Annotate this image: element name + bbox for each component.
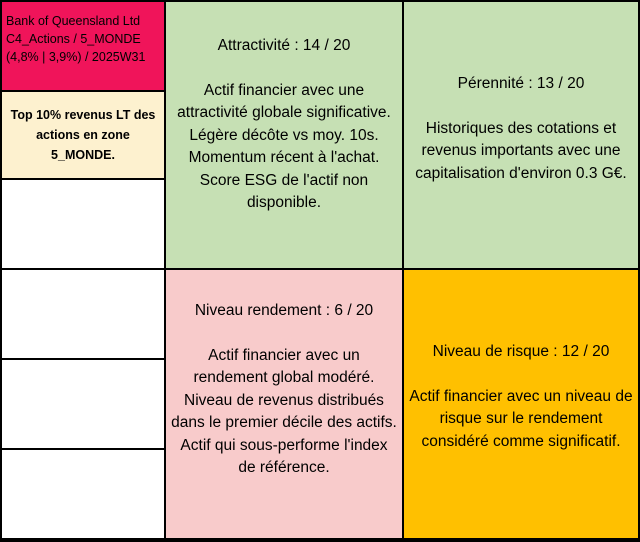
asset-title-cell [0, 0, 166, 92]
attractivite-heading: Attractivité : 14 / 20 [217, 37, 351, 54]
perennite-line: revenus importants avec une [421, 142, 621, 159]
attractivite-line: Actif financier avec une [203, 81, 365, 99]
asset-category: C4_Actions / 5_MONDE [6, 32, 141, 46]
risque-line: Actif financier avec un niveau de [409, 387, 633, 405]
attractivite-line: attractivité globale significative. [177, 104, 391, 121]
empty-cell [0, 268, 166, 360]
perennite-heading: Pérennité : 13 / 20 [457, 75, 585, 92]
ranking-line: actions en zone 5_MONDE. [36, 128, 130, 162]
asset-yield-period: (4,8% | 3,9%) / 2025W31 [6, 50, 146, 64]
perennite-block [402, 0, 640, 270]
rendement-line: Actif financier avec un [208, 346, 360, 364]
risque-line: risque sur le rendement [439, 410, 603, 427]
rendement-line: Actif qui sous-performe l'index [180, 436, 388, 454]
attractivite-line: Score ESG de l'actif non [199, 171, 369, 189]
risque-heading: Niveau de risque : 12 / 20 [432, 343, 610, 360]
perennite-line: Historiques des cotations et [425, 119, 617, 137]
risque-block [402, 268, 640, 540]
rendement-line: de référence. [238, 459, 330, 476]
attractivite-line: disponible. [246, 194, 322, 211]
ranking-label [8, 105, 158, 165]
empty-cell [0, 178, 166, 270]
rendement-heading: Niveau rendement : 6 / 20 [194, 302, 374, 319]
rendement-line: rendement global modéré. [193, 369, 375, 386]
ranking-line: Top 10% revenus LT des [10, 108, 156, 122]
rendement-block [164, 268, 404, 540]
rendement-line: dans le premier décile des actifs. [171, 414, 397, 431]
empty-cell [0, 448, 166, 540]
bottom-border [0, 538, 640, 542]
attractivite-block [164, 0, 404, 270]
empty-cell [0, 358, 166, 450]
perennite-line: capitalisation d'environ 0.3 G€. [415, 164, 627, 182]
asset-name: Bank of Queensland Ltd [6, 14, 141, 28]
rendement-line: Niveau de revenus distribués [184, 391, 384, 409]
ranking-cell [0, 90, 166, 180]
attractivite-line: Légère décôte vs moy. 10s. [189, 126, 379, 144]
risque-line: considéré comme significatif. [421, 432, 621, 450]
attractivite-line: Momentum récent à l'achat. [188, 149, 380, 166]
